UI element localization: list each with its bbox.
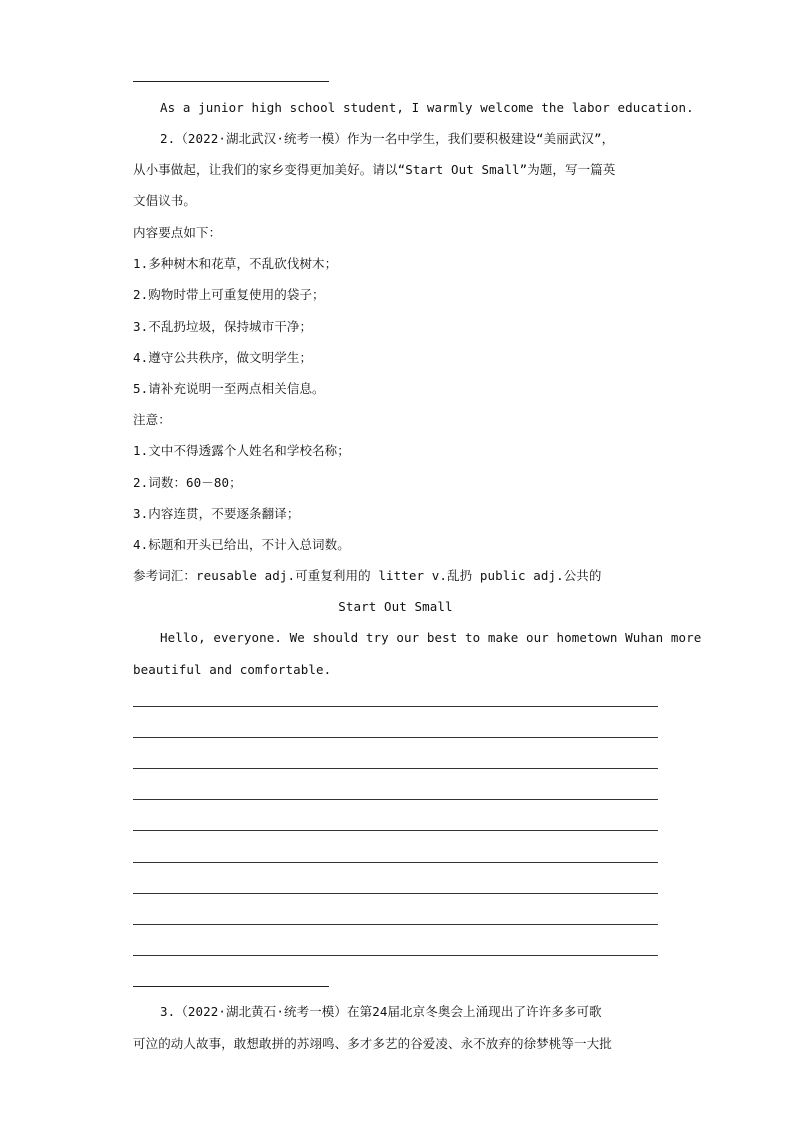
answer-line[interactable] [133, 924, 658, 925]
q2-intro-line-1: 2.（2022·湖北武汉·统考一模）作为一名中学生，我们要积极建设“美丽武汉”， [160, 131, 615, 146]
previous-answer-closing: As a junior high school student, I warmly welcome the labor education. [160, 100, 694, 115]
q3-intro-line-1: 3.（2022·湖北黄石·统考一模）在第24届北京冬奥会上涌现出了许许多多可歌 [160, 1004, 602, 1019]
answer-line[interactable] [133, 830, 658, 831]
q2-notes-heading: 注意： [133, 412, 171, 427]
q2-point-4: 4.遵守公共秩序，做文明学生； [133, 350, 313, 365]
q2-intro-line-2: 从小事做起，让我们的家乡变得更加美好。请以“Start Out Small”为题，写一篇英 [133, 162, 616, 177]
answer-line[interactable] [133, 706, 658, 707]
q2-vocab: 参考词汇：reusable adj.可重复利用的 litter v.乱扔 public adj.公共的 [133, 568, 602, 583]
q2-note-2: 2.词数：60－80； [133, 475, 242, 490]
q3-intro-line-2: 可泣的动人故事，敢想敢拼的苏翊鸣、多才多艺的谷爱凌、永不放弃的徐梦桃等一大批 [133, 1036, 612, 1051]
answer-line[interactable] [133, 737, 658, 738]
answer-line[interactable] [133, 893, 658, 894]
answer-line[interactable] [133, 799, 658, 800]
q2-points-heading: 内容要点如下： [133, 225, 222, 240]
essay-opening-line-1: Hello, everyone. We should try our best to make our hometown Wuhan more [160, 630, 702, 645]
q2-note-4: 4.标题和开头已给出，不计入总词数。 [133, 537, 350, 552]
answer-line[interactable] [133, 862, 658, 863]
essay-opening-line-2: beautiful and comfortable. [133, 662, 332, 677]
q2-intro-line-3: 文倡议书。 [133, 193, 197, 208]
answer-line-short[interactable] [133, 986, 329, 987]
answer-line[interactable] [133, 768, 658, 769]
q2-point-1: 1.多种树木和花草，不乱砍伐树木； [133, 256, 338, 271]
essay-title: Start Out Small [338, 599, 453, 614]
q2-note-1: 1.文中不得透露个人姓名和学校名称； [133, 443, 350, 458]
q2-point-5: 5.请补充说明一至两点相关信息。 [133, 381, 325, 396]
answer-line-end [133, 81, 329, 82]
answer-line[interactable] [133, 955, 658, 956]
q2-note-3: 3.内容连贯，不要逐条翻译； [133, 506, 300, 521]
q2-point-3: 3.不乱扔垃圾，保持城市干净； [133, 319, 313, 334]
q2-point-2: 2.购物时带上可重复使用的袋子； [133, 287, 325, 302]
